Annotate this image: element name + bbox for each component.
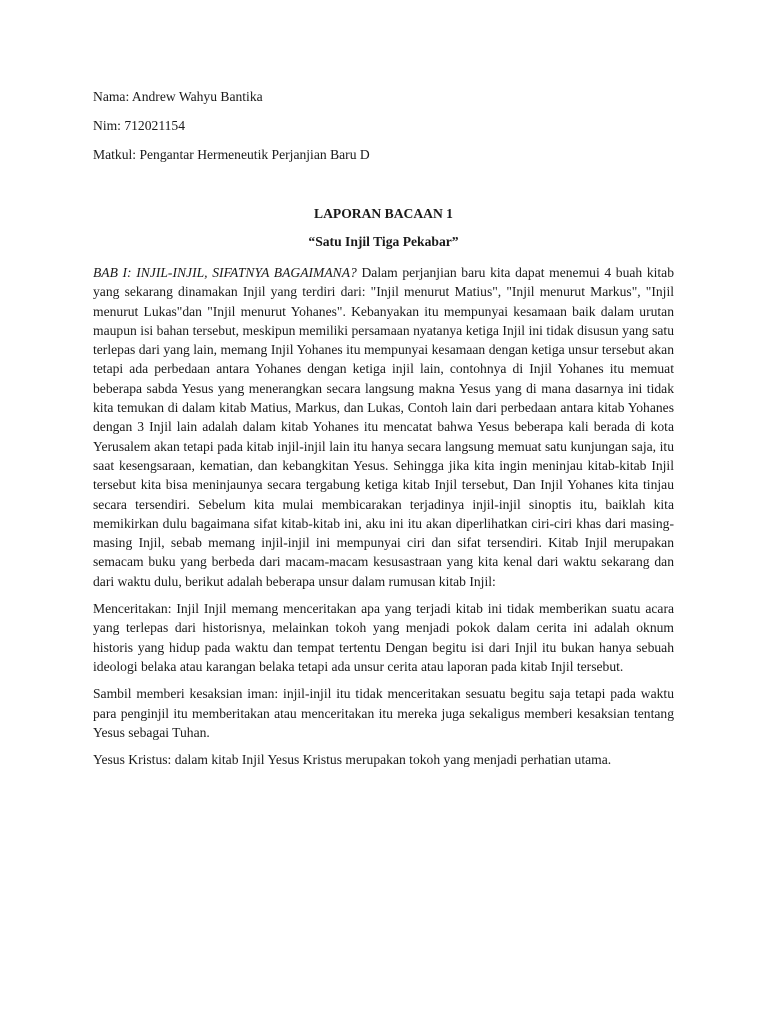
paragraph-2: Menceritakan: Injil Injil memang menceritakan apa yang terjadi kitab ini tidak memberikan suatu acara yang terlepas dari historisnya, melainkan tokoh yang menjadi pokok dalam cerita ini adalah oknum historis yang hidup pada waktu dan tempat tertentu Dengan begitu isi dari Injil itu bukan hanya sebuah ideologi belaka atau karangan belaka tetapi ada unsur cerita atau laporan pada kitab Injil tersebut. [93, 601, 674, 674]
student-id: Nim: 712021154 [93, 118, 186, 133]
document-body [93, 263, 674, 777]
chapter-heading: BAB I: INJIL-INJIL, SIFATNYA BAGAIMANA? [93, 265, 357, 280]
paragraph-1 [93, 263, 674, 591]
course-name: Matkul: Pengantar Hermeneutik Perjanjian Baru D [93, 147, 370, 162]
paragraph-4: Yesus Kristus: dalam kitab Injil Yesus Kristus merupakan tokoh yang menjadi perhatian utama. [93, 752, 612, 768]
document-subtitle: “Satu Injil Tiga Pekabar” [308, 234, 459, 249]
paragraph-1-text: Dalam perjanjian baru kita dapat menemui 4 buah kitab yang sekarang dinamakan Injil yang terdiri dari: "Injil menurut Matius", "Injil menurut Markus", "Injil menurut Lukas"dan "Injil menurut Yohanes". Kebanyakan itu mempunyai kesamaan baik dalam urutan maupun isi bahan tersebut, meskipun memiliki persamaan nyatanya ketiga Injil ini tidak disusun yang satu terlepas dari yang lain, memang Injil Yohanes itu mempunyai kesamaan dengan ketiga unsur tersebut akan tetapi ada perbedaan antara Yohanes dengan ketiga injil lain, contohnya di Injil Yohanes itu memuat beberapa sabda Yesus yang menerangkan secara langsung makna Yesus yang di mana dasarnya ini tidak kita temukan di dalam kitab Matius, Markus, dan Lukas, Contoh lain dari perbedaan antara kitab Yohanes dengan 3 Injil lain adalah dalam kitab Yohanes itu mencatat bahwa Yesus beberapa kali berada di kota Yerusalem akan tetapi pada kitab injil-injil lain itu hanya secara langsung memuat satu kunjungan saja, itu saat kesengsaraan, kematian, dan kebangkitan Yesus. Sehingga jika kita ingin meninjau kitab-kitab Injil tersebut kita bisa meninjaunya secara tergabung ketiga kitab Injil tersebut, Dan Injil Yohanes kita tinjau secara tersendiri. Sebelum kita mulai membicarakan terjadinya injil-injil sinoptis itu, baiklah kita memikirkan dulu bagaimana sifat kitab-kitab ini, aku ini itu akan diperlihatkan ciri-ciri khas dari masing-masing Injil, sebab memang injil-injil ini mempunyai ciri dan sifat tersendiri. Kitab Injil merupakan semacam buku yang berbeda dari macam-macam kesusastraan yang kita kenal dari waktu sekarang dan dari waktu dulu, berikut adalah beberapa unsur dalam rumusan kitab Injil: [93, 265, 674, 589]
paragraph-3: Sambil memberi kesaksian iman: injil-injil itu tidak menceritakan sesuatu begitu saja tetapi pada waktu para penginjil itu memberitakan atau menceritakan itu mereka juga sekaligus memberi kesaksian tentang Yesus sebagai Tuhan. [93, 686, 674, 740]
student-name: Nama: Andrew Wahyu Bantika [93, 89, 263, 104]
document-title: LAPORAN BACAAN 1 [314, 206, 453, 221]
